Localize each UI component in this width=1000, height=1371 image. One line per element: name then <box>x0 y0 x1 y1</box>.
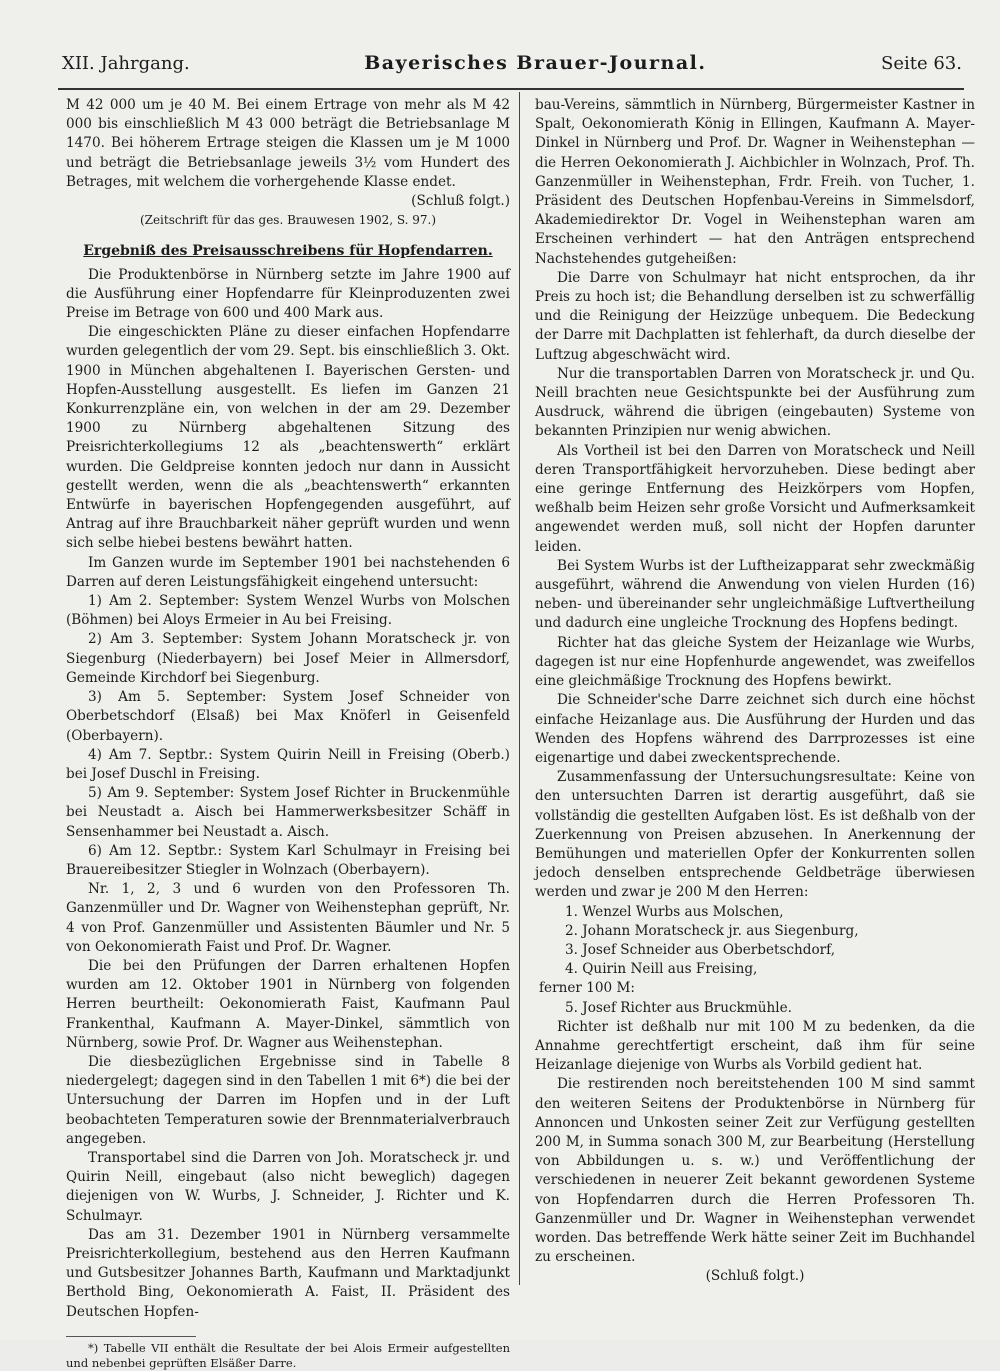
list-item: 1. Wenzel Wurbs aus Molschen, <box>565 903 784 920</box>
list-item: 6) Am 12. Septbr.: System Karl Schulmayr in Freising bei Brauereibesitzer Stiegler in Wolnzach (Oberbayern). <box>66 842 510 878</box>
list-item: 2. Johann Moratscheck jr. aus Siegenburg, <box>565 922 859 939</box>
paragraph: Die Produktenbörse in Nürnberg setzte im Jahre 1900 auf die Ausführung einer Hopfendarre für Kleinproduzenten zwei Preise im Betrage von 600 und 400 Mark aus. <box>66 266 510 322</box>
list-item: 1) Am 2. September: System Wenzel Wurbs von Molschen (Böhmen) bei Aloys Ermeier in Au bei Freising. <box>66 593 510 629</box>
page-number: Seite 63. <box>881 53 962 74</box>
list-item: 3. Josef Schneider aus Oberbetschdorf, <box>565 941 836 958</box>
column-divider <box>519 92 520 1285</box>
article-heading: Ergebniß des Preisausschreibens für Hopfendarren. <box>83 243 493 260</box>
paragraph: Richter hat das gleiche System der Heizanlage wie Wurbs, dagegen ist nur eine Hopfenhurde angewendet, was zweifellos eine gleichmäßige Trocknung des Hopfens bewirkt. <box>535 634 975 690</box>
paragraph: Die bei den Prüfungen der Darren erhaltenen Hopfen wurden am 12. Oktober 1901 in Nürnberg von folgenden Herren beurtheilt: Oekonomierath Faist, Kaufmann Paul Frankenthal, Kaufmann A. Mayer-Dinkel, sämmtlich von Nürnberg, sowie Prof. Dr. Wagner aus Weihenstephan. <box>66 957 510 1051</box>
paragraph: Bei System Wurbs ist der Luftheizapparat sehr zweckmäßig ausgeführt, während die Anwendung von vielen Hurden (16) neben- und übereinander sehr ungleichmäßige Luftvertheilung und dadurch eine ungleiche Trocknung des Hopfens bedingt. <box>535 557 975 632</box>
paragraph: Die diesbezüglichen Ergebnisse sind in Tabelle 8 niedergelegt; dagegen sind in den Tabellen 1 mit 6*) die bei der Untersuchung der Darren im Hopfen und in der Luft beobachteten Temperaturen sowie der Brennmaterialverbrauch angegeben. <box>66 1053 510 1147</box>
paragraph: Nr. 1, 2, 3 und 6 wurden von den Professoren Th. Ganzenmüller und Dr. Wagner von Weihenstephan geprüft, Nr. 4 von Prof. Ganzenmüller und Assistenten Bäumler und Nr. 5 von Oekonomierath Faist und Prof. Dr. Wagner. <box>66 881 510 955</box>
source-citation: (Zeitschrift für das ges. Brauwesen 1902, S. 97.) <box>139 213 437 228</box>
paragraph: Die restirenden noch bereitstehenden 100 M sind sammt den weiteren Seitens der Produktenbörse in Nürnberg für Annoncen und Unkosten seiner Zeit zur Verfügung gestellten 200 M, in Summa sonach 300 M, zur Bearbeitung (Herstellung von Abbildungen u. s. w.) und Veröffentlichung der verschiedenen in neuerer Zeit bekannt gewordenen Systeme von Hopfendarren durch die Herren Professoren Th. Ganzenmüller und Dr. Wagner in Weihenstephan verwendet worden. Das betreffende Werk hätte seiner Zeit im Buchhandel zu erscheinen. <box>535 1076 975 1266</box>
volume-label: XII. Jahrgang. <box>62 53 190 74</box>
paragraph: bau-Vereins, sämmtlich in Nürnberg, Bürgermeister Kastner in Spalt, Oekonomierath König in Ellingen, Kaufmann A. Mayer-Dinkel in Nürnberg und Prof. Dr. Wagner in Weihenstephan — die Herren Oekonomierath J. Aichbichler in Wolnzach, Prof. Th. Ganzenmüller in Weihenstephan, Frdr. Freih. von Tucher, 1. Präsident des Deutschen Hopfenbau-Vereins in Simmelsdorf, Akademiedirektor Dr. Vogel in Weihenstephan waren am Erscheinen verhindert — hat den Anträgen entsprechend Nachstehendes gutgeheißen: <box>535 97 975 267</box>
list-item: 5. Josef Richter aus Bruckmühle. <box>565 999 792 1016</box>
paragraph: Die eingeschickten Pläne zu dieser einfachen Hopfendarre wurden gelegentlich der vom 29. Sept. bis einschließlich 3. Okt. 1900 in München abgehaltenen I. Bayerischen Gersten- und Hopfen-Ausstellung ausgestellt. Es liefen im Ganzen 21 Konkurrenzpläne ein, von welchen in der am 29. Dezember 1900 zu Nürnberg abgehaltenen Sitzung des Preisrichterkollegiums 12 als „beachtenswerth“ erklärt wurden. Die Geldpreise konnten jedoch nur dann in Aussicht gestellt werden, wenn die als „beachtenswerth“ erkannten Entwürfe in bayerischen Hopfengegenden ausgeführt, auf Antrag auf ihre Brauchbarkeit näher geprüft wurden und wenn sich selbe hiebei bestens bewährt hatten. <box>66 324 510 552</box>
paragraph: M 42 000 um je 40 M. Bei einem Ertrage von mehr als M 42 000 bis einschließlich M 43 000 beträgt die Betriebsanlage M 1470. Bei höherem Ertrage steigen die Klassen um je M 1000 und beträgt die Betriebsanlage jeweils 3½ vom Hundert des Betrages, mit welchem die vorhergehende Klasse endet. <box>66 97 510 190</box>
award-list <box>535 903 975 980</box>
paragraph: Richter ist deßhalb nur mit 100 M zu bedenken, da die Annahme gerechtfertigt erscheint, daß ihm für seine Heizanlage diejenige von Wurbs als Vorbild gedient hat. <box>535 1018 975 1074</box>
paragraph: Im Ganzen wurde im September 1901 bei nachstehenden 6 Darren auf deren Leistungsfähigkeit eingehend untersucht: <box>66 554 510 590</box>
list-item: 4. Quirin Neill aus Freising, <box>565 961 758 978</box>
list-item: 3) Am 5. September: System Josef Schneider von Oberbetschdorf (Elsaß) bei Max Knöferl in Geisenfeld (Oberbayern). <box>66 689 510 744</box>
journal-title: Bayerisches Brauer-Journal. <box>364 52 707 74</box>
header-rule <box>58 88 964 90</box>
list-item: 5) Am 9. September: System Josef Richter in Bruckenmühle bei Neustadt a. Aisch bei Hammerwerksbesitzer Schäff in Sensenhammer bei Neustadt a. Aisch. <box>66 785 510 840</box>
footnote-rule <box>66 1336 196 1337</box>
paragraph: Die Schneider'sche Darre zeichnet sich durch eine höchst einfache Heizanlage aus. Die Ausführung der Hurden und das Wenden des Hopfens während des Darrprozesses ist eine eigenartige und dabei zweckentsprechende. <box>535 692 975 766</box>
paragraph: Die Darre von Schulmayr hat nicht entsprochen, da ihr Preis zu hoch ist; die Behandlung derselben ist zu schwerfällig und die Reinigung der Heizzüge unbequem. Die Bedeckung der Darre mit Dachplatten ist fehlerhaft, da durch dieselbe der Luftzug abgeschwächt wird. <box>535 269 975 363</box>
award-list-second <box>535 999 975 1018</box>
paragraph: Als Vortheil ist bei den Darren von Moratscheck und Neill deren Transportfähigkeit hervorzuheben. Diese bedingt aber eine geringe Entfernung des Heizkörpers vom Hopfen, weßhalb beim Heizen sehr große Vorsicht und Aufmerksamkeit angewendet werden muß, soll nicht der Hopfen darunter leiden. <box>535 442 975 555</box>
left-column <box>66 96 510 1371</box>
paragraph: Das am 31. Dezember 1901 in Nürnberg versammelte Preisrichterkollegium, bestehend aus den Herren Kaufmann und Gutsbesitzer Johannes Barth, Kaufmann und Marktadjunkt Berthold Bing, Oekonomierath A. Faist, II. Präsident des Deutschen Hopfen- <box>66 1226 510 1320</box>
list-item: 2) Am 3. September: System Johann Moratscheck jr. von Siegenburg (Niederbayern) bei Josef Meier in Allmersdorf, Gemeinde Kirchdorf bei Siegenburg. <box>66 631 510 686</box>
paragraph: Zusammenfassung der Untersuchungsresultate: Keine von den untersuchten Darren ist derartig ausgeführt, daß sie vollständig die gestellten Aufgaben löst. Es ist deßhalb von der Zuerkennung von Preisen abzusehen. In Anerkennung der Bemühungen und materiellen Opfer der Konkurrenten sollen jedoch denselben entsprechende Geldbeträge überwiesen werden und zwar je 200 M den Herren: <box>535 769 975 901</box>
paragraph: Nur die transportablen Darren von Moratscheck jr. und Qu. Neill brachten neue Gesichtspunkte bei der Ausführung zum Ausdruck, während die übrigen (eingebauten) Systeme von bekannten Prinzipien nur wenig abwichen. <box>535 365 975 440</box>
page-header <box>62 52 962 86</box>
continued-note: (Schluß folgt.) <box>705 1268 805 1285</box>
list-note: ferner 100 M: <box>539 980 635 997</box>
continued-note: (Schluß folgt.) <box>411 193 510 210</box>
right-column <box>535 96 975 1287</box>
footnote: *) Tabelle VII enthält die Resultate der bei Alois Ermeir aufgestellten und nebenbei geprüften Elsäßer Darre. <box>66 1340 510 1370</box>
paragraph: Transportabel sind die Darren von Joh. Moratscheck jr. und Quirin Neill, eingebaut (also nicht beweglich) dagegen diejenigen von W. Wurbs, J. Schneider, J. Richter und K. Schulmayr. <box>66 1149 510 1224</box>
list-item: 4) Am 7. Septbr.: System Quirin Neill in Freising (Oberb.) bei Josef Duschl in Freising. <box>66 746 510 782</box>
